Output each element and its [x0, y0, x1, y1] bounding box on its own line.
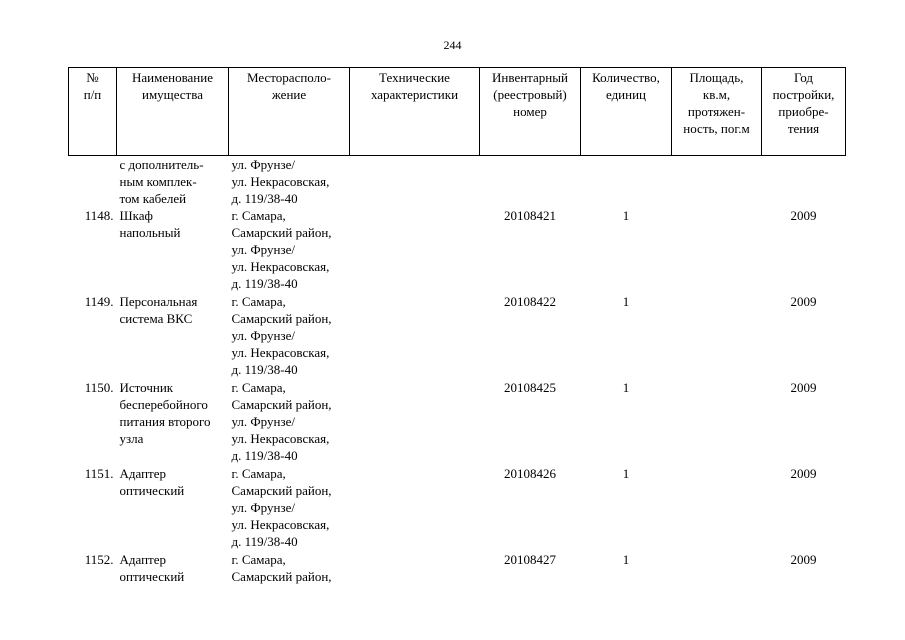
cell-year: [762, 156, 846, 208]
cell-area: [672, 293, 762, 379]
cell-property-name: Адаптер оптический: [119, 552, 185, 584]
header-technical-specs: Технические характеристики: [350, 68, 480, 156]
cell-number: [69, 156, 117, 208]
table-row: [69, 465, 846, 551]
cell-inventory-number: 20108425: [504, 380, 556, 395]
page-number: 244: [443, 38, 462, 52]
cell-number: 1151.: [84, 466, 114, 481]
cell-area: [672, 551, 762, 591]
table-row: [69, 293, 846, 379]
header-area: Площадь, кв.м, протяжен- ность, пог.м: [672, 68, 762, 156]
cell-inventory-number: 20108427: [504, 552, 556, 567]
cell-number: 1152.: [84, 552, 114, 567]
cell-technical-specs: [350, 379, 480, 465]
property-registry-table: [68, 67, 846, 591]
header-quantity: Количество, единиц: [581, 68, 672, 156]
cell-area: [672, 156, 762, 208]
cell-year: 2009: [790, 294, 817, 309]
table-header-row: [69, 68, 846, 156]
cell-technical-specs: [350, 156, 480, 208]
header-number: № п/п: [69, 68, 117, 156]
cell-inventory-number: [480, 156, 581, 208]
cell-quantity: [581, 156, 672, 208]
cell-location: г. Самара, Самарский район, ул. Фрунзе/ ул. Некрасовская, д. 119/38-40: [231, 466, 332, 549]
cell-location: г. Самара, Самарский район, ул. Фрунзе/ ул. Некрасовская, д. 119/38-40: [231, 208, 332, 291]
cell-location: г. Самара, Самарский район,: [231, 552, 332, 584]
table-row-continuation: [69, 156, 846, 208]
cell-quantity: 1: [622, 466, 630, 481]
header-location: Месторасполо- жение: [229, 68, 350, 156]
cell-property-name: Источник бесперебойного питания второго узла: [119, 380, 211, 446]
cell-inventory-number: 20108426: [504, 466, 556, 481]
cell-property-name: Адаптер оптический: [119, 466, 185, 498]
header-inventory-number: Инвентарный (реестровый) номер: [480, 68, 581, 156]
cell-inventory-number: 20108421: [504, 208, 556, 223]
cell-location: г. Самара, Самарский район, ул. Фрунзе/ ул. Некрасовская, д. 119/38-40: [231, 380, 332, 463]
cell-number: 1149.: [84, 294, 114, 309]
cell-location: ул. Фрунзе/ ул. Некрасовская, д. 119/38-40: [231, 157, 330, 206]
cell-year: 2009: [790, 380, 817, 395]
cell-quantity: 1: [622, 552, 630, 567]
cell-year: 2009: [790, 466, 817, 481]
cell-quantity: 1: [622, 294, 630, 309]
table-row: [69, 207, 846, 293]
cell-property-name: Шкаф напольный: [119, 208, 181, 240]
cell-property-name: с дополнитель- ным комплек- том кабелей: [119, 157, 204, 206]
cell-technical-specs: [350, 551, 480, 591]
cell-area: [672, 465, 762, 551]
cell-quantity: 1: [622, 380, 630, 395]
cell-technical-specs: [350, 293, 480, 379]
cell-area: [672, 379, 762, 465]
cell-number: 1150.: [84, 380, 114, 395]
cell-inventory-number: 20108422: [504, 294, 556, 309]
cell-year: 2009: [790, 552, 817, 567]
table-row: [69, 551, 846, 591]
table-row: [69, 379, 846, 465]
cell-year: 2009: [790, 208, 817, 223]
cell-technical-specs: [350, 207, 480, 293]
cell-technical-specs: [350, 465, 480, 551]
cell-area: [672, 207, 762, 293]
header-property-name: Наименование имущества: [117, 68, 229, 156]
header-year: Год постройки, приобре- тения: [762, 68, 846, 156]
cell-number: 1148.: [84, 208, 114, 223]
cell-location: г. Самара, Самарский район, ул. Фрунзе/ ул. Некрасовская, д. 119/38-40: [231, 294, 332, 377]
cell-property-name: Персональная система ВКС: [119, 294, 198, 326]
cell-quantity: 1: [622, 208, 630, 223]
